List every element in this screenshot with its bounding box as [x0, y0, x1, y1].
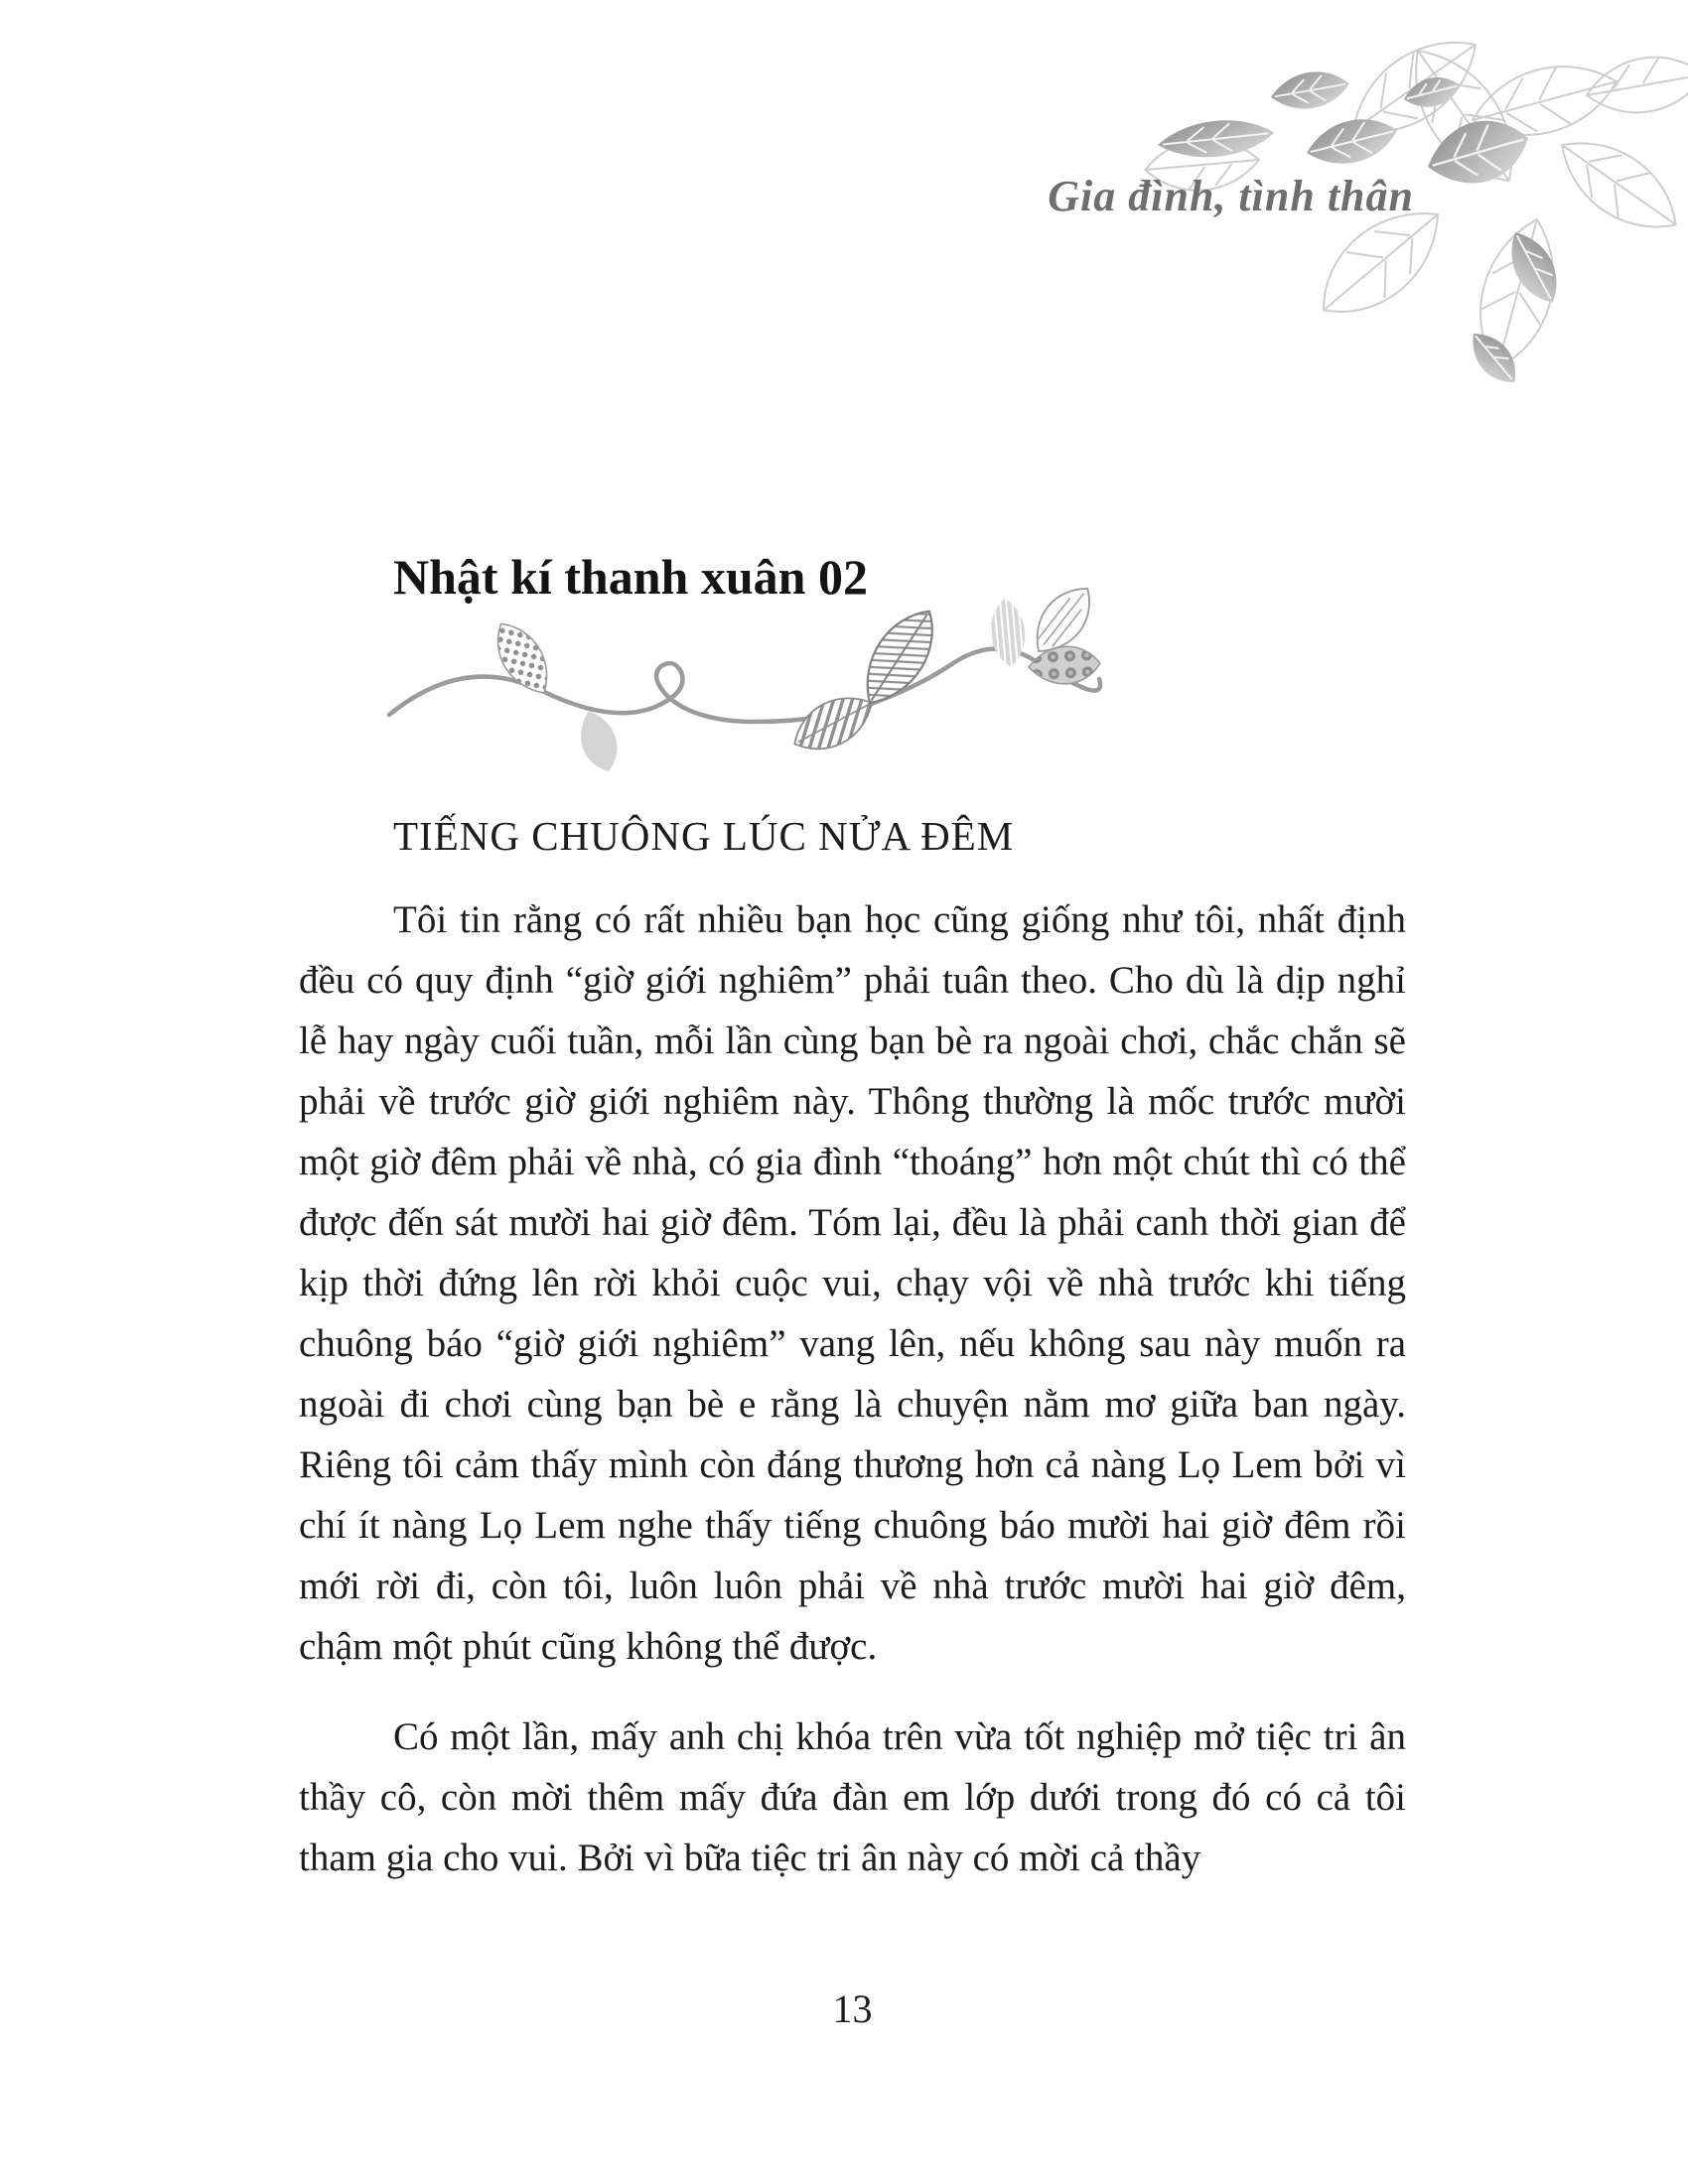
paragraph: Tôi tin rằng có rất nhiều bạn học cũng giống như tôi, nhất định đều có quy định “giờ giới nghiêm” phải tuân theo. Cho dù là dịp nghỉ lễ hay ngày cuối tuần, mỗi lần cùng bạn bè ra ngoài chơi, chắc chắn sẽ phải về trước giờ giới nghiêm này. Thông thường là mốc trước mười một giờ đêm phải về nhà, có gia đình “thoáng” hơn một chút thì có thể được đến sát mười hai giờ đêm. Tóm lại, đều là phải canh thời gian để kịp thời đứng lên rời khỏi cuộc vui, chạy vội về nhà trước khi tiếng chuông báo “giờ giới nghiêm” vang lên, nếu không sau này muốn ra ngoài đi chơi cùng bạn bè e rằng là chuyện nằm mơ giữa ban ngày. Riêng tôi cảm thấy mình còn đáng thương hơn cả nàng Lọ Lem bởi vì chí ít nàng Lọ Lem nghe thấy tiếng chuông báo mười hai giờ đêm rồi mới rời đi, còn tôi, luôn luôn phải về nhà trước mười hai giờ đêm, chậm một phút cũng không thể được. [299, 898, 1406, 1668]
chapter-title: Nhật kí thanh xuân 02 [393, 549, 868, 605]
page-number: 13 [832, 1986, 873, 2031]
running-header: Gia đình, tình thân [1048, 172, 1414, 220]
body-text [299, 889, 1406, 1888]
paragraph: Có một lần, mấy anh chị khóa trên vừa tốt nghiệp mở tiệc tri ân thầy cô, còn mời thêm mấy đứa đàn em lớp dưới trong đó có cả tôi tham gia cho vui. Bởi vì bữa tiệc tri ân này có mời cả thầy [299, 1715, 1406, 1879]
section-title: TIẾNG CHUÔNG LÚC NỬA ĐÊM [393, 813, 1015, 859]
